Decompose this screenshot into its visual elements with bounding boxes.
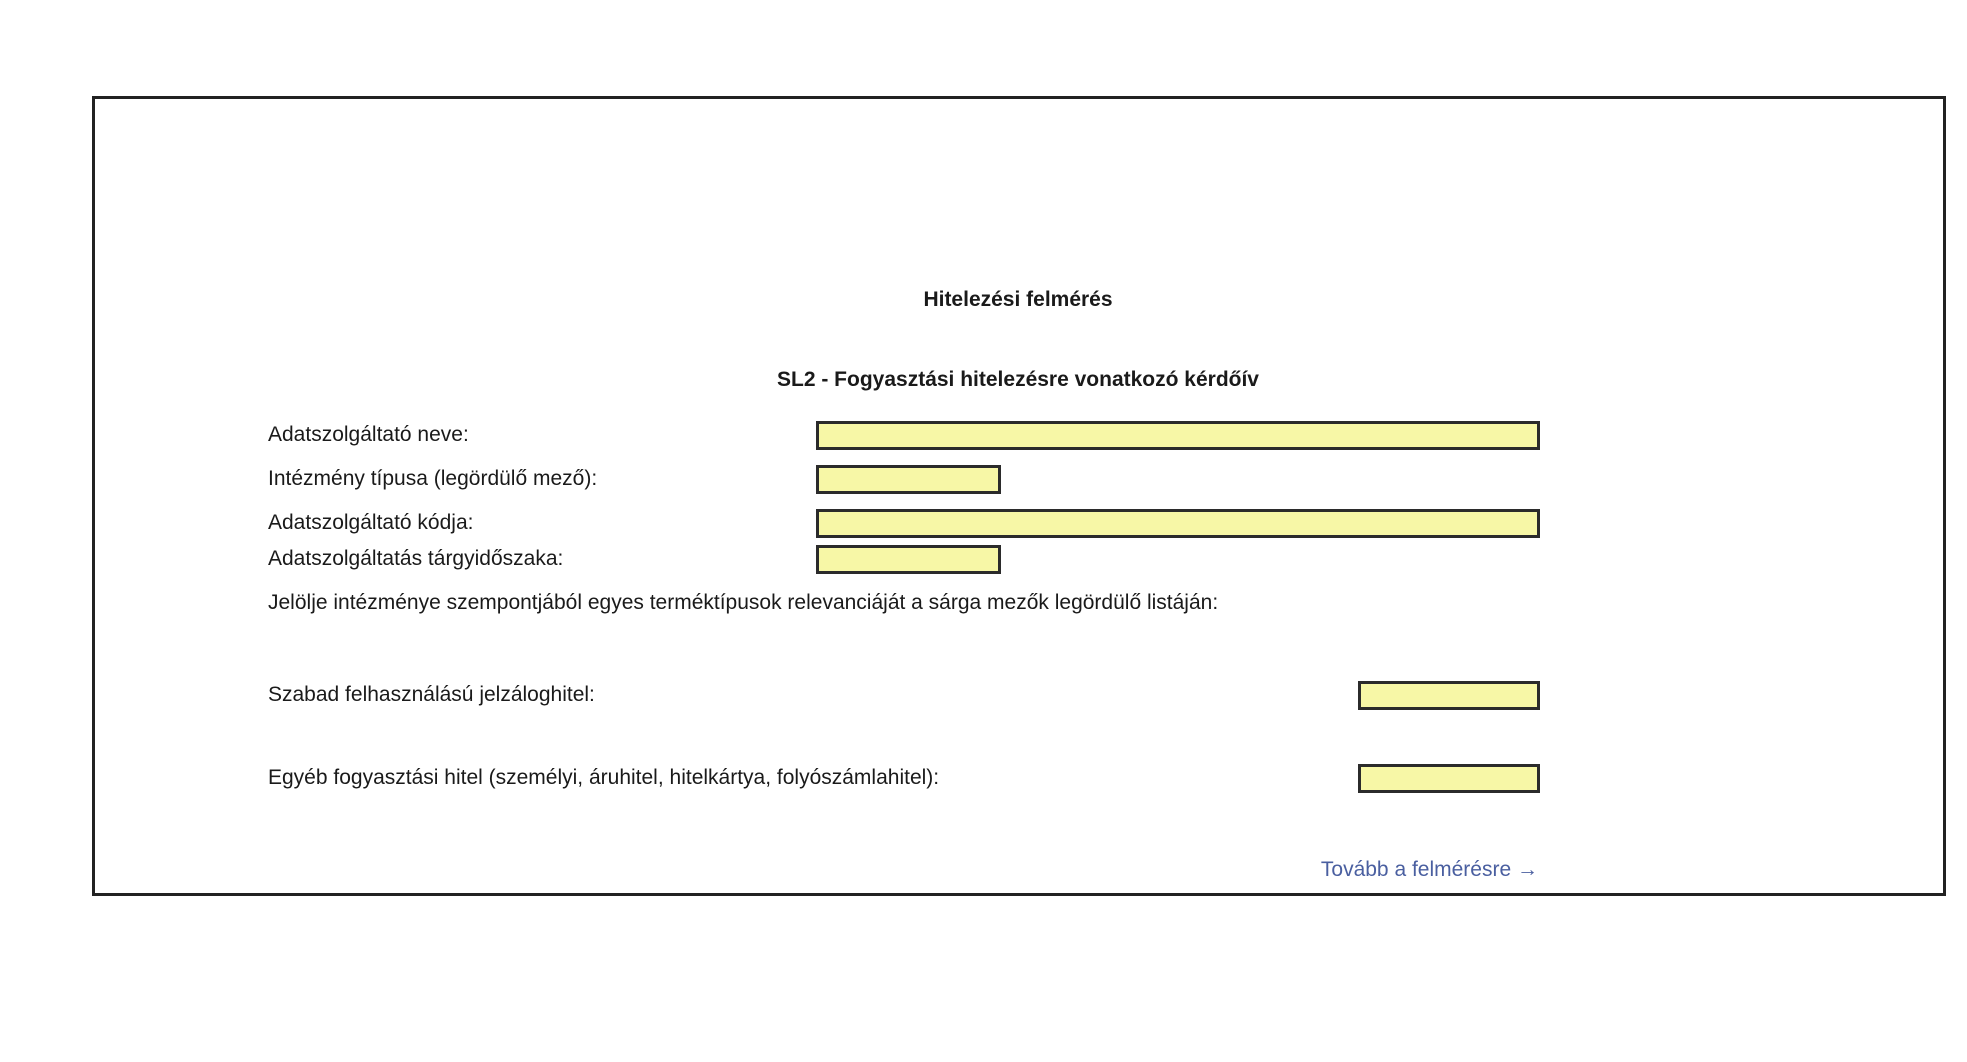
product-mortgage-label: Szabad felhasználású jelzáloghitel: xyxy=(268,683,595,706)
provider-name-field[interactable] xyxy=(816,421,1540,450)
page-title: Hitelezési felmérés xyxy=(923,288,1113,311)
reporting-period-label: Adatszolgáltatás tárgyidőszaka: xyxy=(268,547,564,570)
reporting-period-field[interactable] xyxy=(816,545,1001,574)
product-mortgage-dropdown[interactable] xyxy=(1358,681,1540,710)
product-consumer-credit-label: Egyéb fogyasztási hitel (személyi, áruhitel, hitelkártya, folyószámlahitel): xyxy=(268,766,940,789)
institution-type-dropdown[interactable] xyxy=(816,465,1001,494)
next-survey-link[interactable]: Tovább a felmérésre → xyxy=(1320,858,1538,881)
product-consumer-credit-dropdown[interactable] xyxy=(1358,764,1540,793)
instruction-text: Jelölje intézménye szempontjából egyes terméktípusok relevanciáját a sárga mezők legördülő listáján: xyxy=(268,591,1219,614)
page-subtitle: SL2 - Fogyasztási hitelezésre vonatkozó kérdőív xyxy=(777,368,1259,391)
institution-type-label: Intézmény típusa (legördülő mező): xyxy=(268,467,598,490)
provider-name-label: Adatszolgáltató neve: xyxy=(268,423,469,446)
provider-code-label: Adatszolgáltató kódja: xyxy=(268,511,474,534)
provider-code-field[interactable] xyxy=(816,509,1540,538)
